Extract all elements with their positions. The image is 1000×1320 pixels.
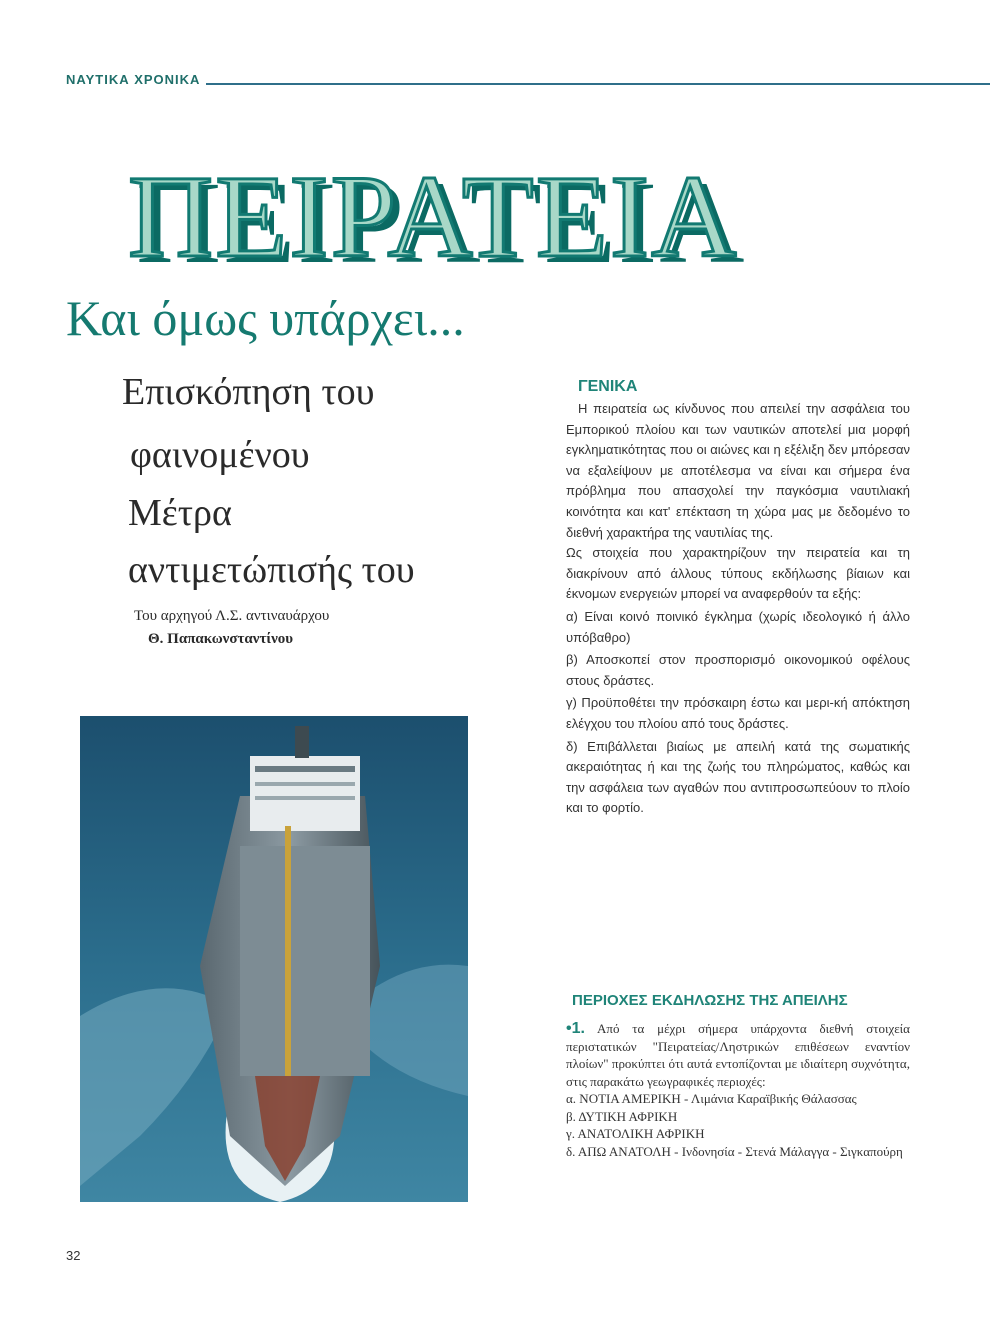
region-item — [566, 1108, 910, 1126]
overview-line: Μέτρα — [128, 492, 232, 534]
header-rule — [206, 83, 990, 85]
overview-line: Επισκόπηση του — [122, 371, 375, 413]
region-item — [566, 1125, 910, 1143]
section-body — [566, 399, 910, 819]
section-heading: ΓΕΝΙΚΑ — [578, 378, 638, 395]
subtitle: Και όμως υπάρχει... — [66, 290, 465, 346]
list-item: β) Αποσκοπεί στον προσπορισμό οικονομικού οφέλους στους δράστες. — [566, 652, 910, 688]
ship-photo — [80, 716, 468, 1202]
section-heading: ΠΕΡΙΟΧΕΣ ΕΚΔΗΛΩΣΗΣ ΤΗΣ ΑΠΕΙΛΗΣ — [572, 992, 848, 1009]
overview-line: φαινομένου — [130, 434, 310, 476]
region-item — [566, 1090, 910, 1108]
page-number: 32 — [66, 1248, 81, 1263]
paragraph — [566, 1020, 910, 1090]
main-title: ΠΕΙΡΑΤΕΙΑ — [128, 151, 739, 282]
cargo-deck — [240, 846, 370, 1076]
crane-boom — [285, 826, 291, 1076]
author-name: Θ. Παπακωνσταντίνου — [148, 631, 294, 647]
region-prefix: β. ΔΥΤΙΚΗ ΑΦΡΙΚΗ — [566, 1108, 678, 1124]
deck-windows — [255, 796, 355, 800]
section-body — [566, 1020, 910, 1160]
region-prefix: δ. ΑΠΩ ΑΝΑΤΟΛΗ — [566, 1143, 671, 1159]
region-prefix: α. ΝΟΤΙΑ ΑΜΕΡΙΚΗ — [566, 1091, 681, 1106]
region-prefix: γ. ΑΝΑΤΟΛΙΚΗ ΑΦΡΙΚΗ — [566, 1126, 705, 1141]
running-header-title: ΝΑΥΤΙΚΑ ΧΡΟΝΙΚΑ — [66, 72, 201, 87]
ship-mast — [295, 726, 309, 758]
author-rank: Του αρχηγού Λ.Σ. αντιναυάρχου — [134, 608, 330, 624]
region-item — [566, 1143, 910, 1161]
deck-windows — [255, 782, 355, 786]
list-item: α) Είναι κοινό ποινικό έγκλημα (χωρίς ιδεολογικό ή άλλο υπόβαθρο) — [566, 608, 910, 645]
bullet-number: •1. — [566, 1020, 585, 1037]
bridge-windows — [255, 766, 355, 772]
list-item: δ) Επιβάλλεται βιαίως με απειλή κατά της σωματικής ακεραιότητας ή και της ζωής του πληρώματος, καθώς και την ασφάλεια των αγαθών που αντιπροσωπεύουν το πλοίο και το φορτίο. — [566, 738, 910, 816]
region-detail: - Λιμάνια Καραϊβικής Θάλασσας — [680, 1091, 857, 1106]
region-detail: - Ινδονησία - Στενά Μάλαγγα - Σιγκαπούρη — [670, 1143, 903, 1159]
intro-text: Από τα μέχρι σήμερα υπάρχοντα διεθνή στοιχεία περιστατικών "Πειρατείας/Ληστρικών επιθέσεων εναντίον πλοίων" προκύπτει ότι αυτά εντοπίζονται με ιδιαίτερη συχνότητα, στις παρακάτω γεωγραφικές περιοχές: — [566, 1021, 910, 1089]
paragraph: Ως στοιχεία που χαρακτηρίζουν την πειρατεία και τη διακρίνουν από άλλους τύπους εκδήλωσης βίαιων και έκνομων ενεργειών μπορεί να αναφερθούν τα εξής: — [566, 545, 910, 602]
paragraph: Η πειρατεία ως κίνδυνος που απειλεί την ασφάλεια του Εμπορικού πλοίου και των ναυτικών αποτελεί μια μορφή εγκληματικότητας που οι αιώνες και η εξέλιξη δεν μπόρεσαν να εξαλείψουν με αποτέλεσμα να είναι και σήμερα ένα πρόβλημα που απασχολεί την παγκόσμια ναυτιλιακή κοινότητα και κατ' επέκταση τη χώρα μας με δεδομένο το διεθνή χαρακτήρα της ναυτιλίας της. — [566, 401, 910, 540]
list-item: γ) Προϋποθέτει την πρόσκαιρη έστω και μερι-κή απόκτηση ελέγχου του πλοίου από τους δράστες. — [566, 695, 910, 731]
overview-line: αντιμετώπισής του — [128, 549, 415, 591]
